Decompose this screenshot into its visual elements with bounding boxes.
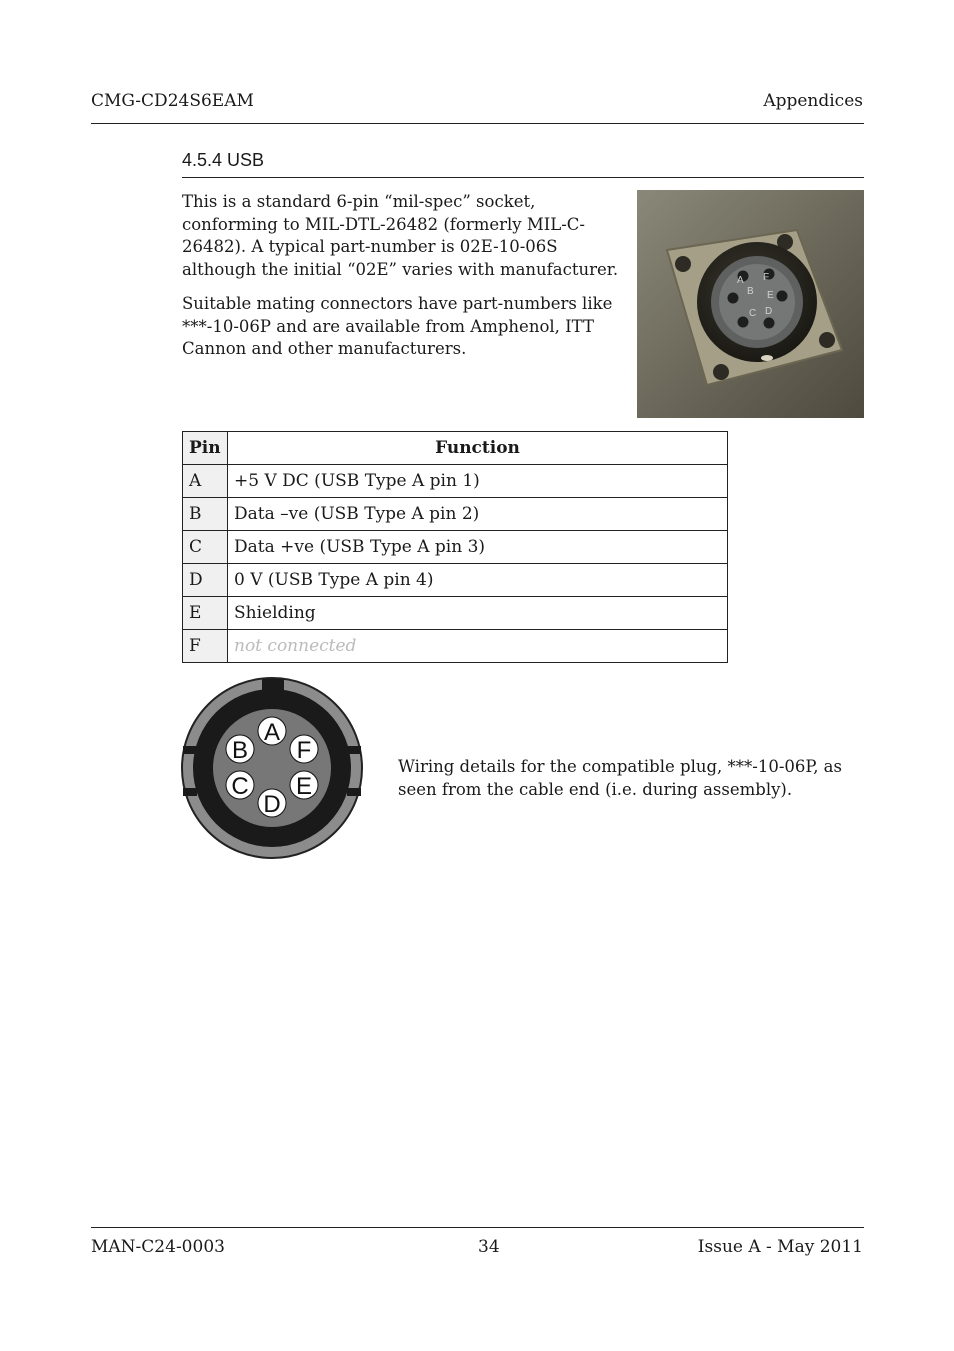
diagram-pin-b: B xyxy=(231,737,249,764)
header-rule xyxy=(91,123,864,124)
footer-left: MAN-C24-0003 xyxy=(91,1237,225,1257)
pin-cell: F xyxy=(183,630,228,663)
paragraph-mating: Suitable mating connectors have part-numbers like ***-10-06P and are available from Amphenol, ITT Cannon and other manufacturers. xyxy=(182,294,613,358)
diagram-pin-f: F xyxy=(296,737,312,764)
diagram-pin-a: A xyxy=(263,719,281,746)
function-cell: not connected xyxy=(228,630,728,663)
photo-pin-d: D xyxy=(765,306,773,317)
table-row xyxy=(183,465,728,498)
diagram-pin-d: D xyxy=(263,791,281,818)
diagram-pin-e: E xyxy=(295,773,313,800)
photo-pin-b: B xyxy=(747,286,754,297)
pin-cell: C xyxy=(183,531,228,564)
pin-table xyxy=(182,431,728,663)
pin-cell: B xyxy=(183,498,228,531)
section-rule xyxy=(182,177,864,178)
table-row xyxy=(183,597,728,630)
function-cell: +5 V DC (USB Type A pin 1) xyxy=(228,465,728,498)
connector-photo xyxy=(637,190,864,418)
diagram-pin-c: C xyxy=(231,773,249,800)
photo-pin-a: A xyxy=(737,275,744,286)
section-title: 4.5.4 USB xyxy=(182,150,265,170)
photo-pin-c: C xyxy=(749,308,757,319)
function-cell: 0 V (USB Type A pin 4) xyxy=(228,564,728,597)
header-left: CMG-CD24S6EAM xyxy=(91,91,254,111)
table-row xyxy=(183,531,728,564)
footer-right: Issue A - May 2011 xyxy=(697,1237,863,1257)
table-header-row xyxy=(183,432,728,465)
page-number: 34 xyxy=(478,1237,500,1257)
column-header-function: Function xyxy=(228,432,728,465)
paragraph-socket: This is a standard 6-pin “mil-spec” socket, conforming to MIL-DTL-26482 (formerly MIL-C-26482). A typical part-number is 02E-10-06S although the initial “02E” varies with manufacturer. xyxy=(182,192,619,279)
photo-pin-e: E xyxy=(767,290,774,301)
pin-cell: A xyxy=(183,465,228,498)
pin-cell: D xyxy=(183,564,228,597)
footer-rule xyxy=(91,1227,864,1228)
function-cell: Data +ve (USB Type A pin 3) xyxy=(228,531,728,564)
diagram-caption: Wiring details for the compatible plug, ***-10-06P, as seen from the cable end (i.e. during assembly). xyxy=(398,757,842,799)
table-row xyxy=(183,630,728,663)
pin-cell: E xyxy=(183,597,228,630)
column-header-pin: Pin xyxy=(183,432,228,465)
function-cell: Data –ve (USB Type A pin 2) xyxy=(228,498,728,531)
photo-pin-f: F xyxy=(763,272,770,283)
plug-wiring-diagram xyxy=(180,676,364,860)
intro-text xyxy=(182,191,628,361)
function-cell: Shielding xyxy=(228,597,728,630)
header-right: Appendices xyxy=(763,91,863,111)
table-row xyxy=(183,564,728,597)
table-row xyxy=(183,498,728,531)
